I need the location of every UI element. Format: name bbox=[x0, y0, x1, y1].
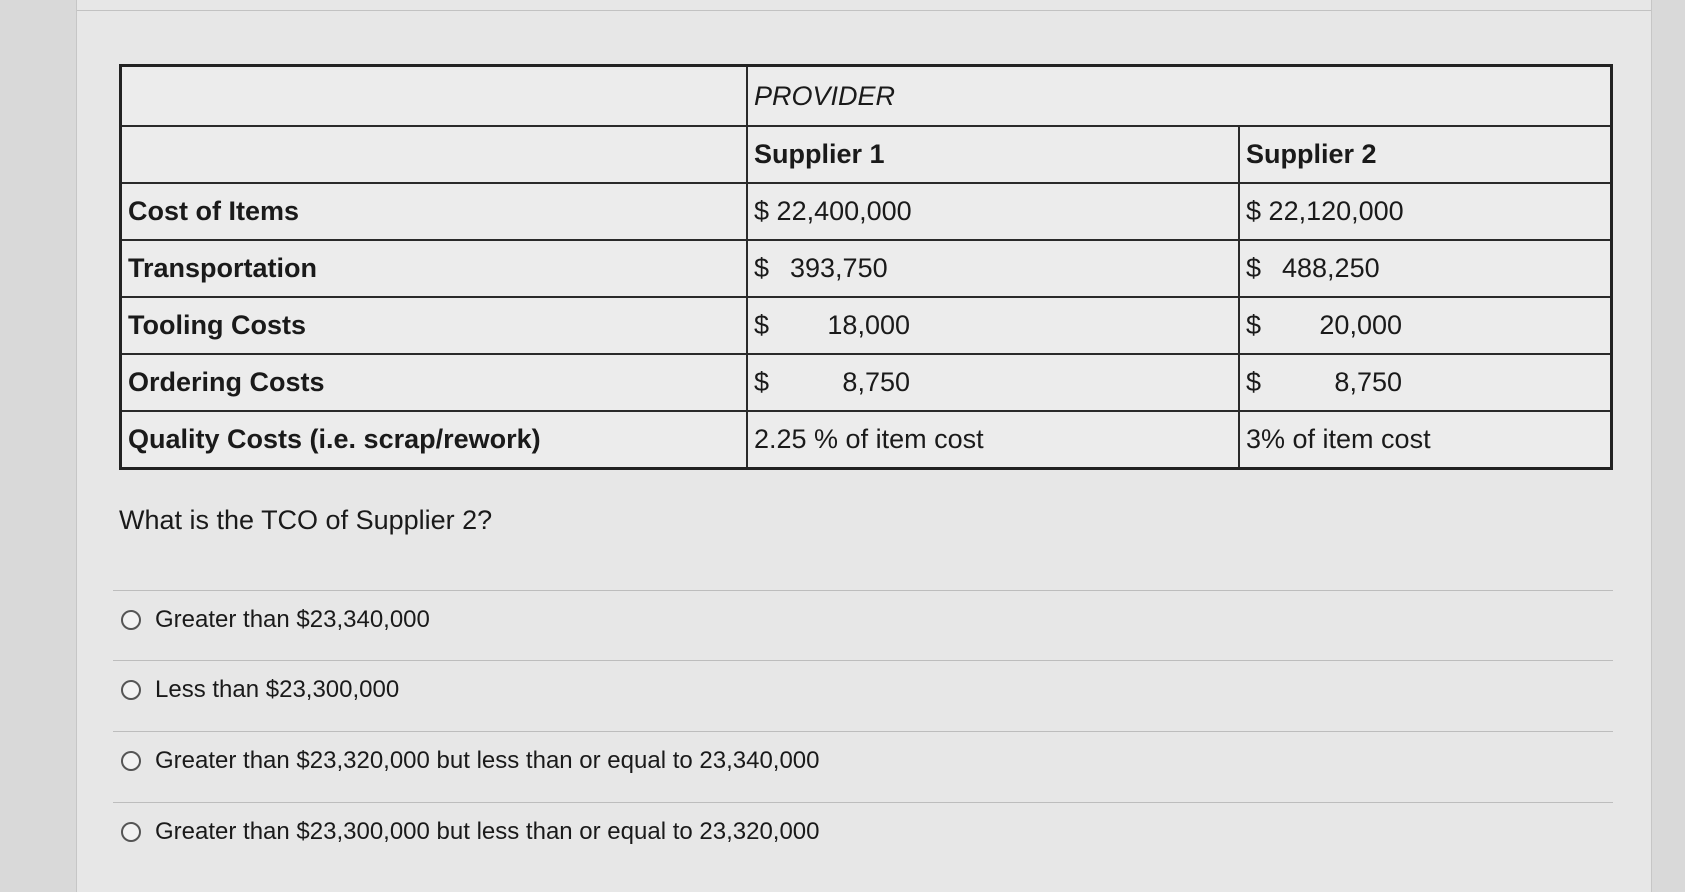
currency-symbol: $ bbox=[754, 196, 770, 226]
table-row bbox=[121, 354, 1612, 411]
supplier-2-value bbox=[1239, 354, 1612, 411]
supplier-2-value: 3% of item cost bbox=[1239, 411, 1612, 469]
option-label: Greater than $23,320,000 but less than or equal to 23,340,000 bbox=[155, 747, 820, 774]
currency-symbol: $ bbox=[754, 310, 770, 340]
radio-button[interactable] bbox=[121, 610, 141, 630]
question-page bbox=[76, 0, 1652, 892]
empty-header-cell bbox=[121, 126, 748, 183]
provider-header: PROVIDER bbox=[754, 80, 896, 111]
supplier-2-value bbox=[1239, 297, 1612, 354]
currency-symbol: $ bbox=[1246, 253, 1262, 283]
provider-header-cell bbox=[747, 66, 1612, 127]
question-text: What is the TCO of Supplier 2? bbox=[119, 505, 493, 535]
answer-option[interactable] bbox=[121, 747, 820, 775]
table-row bbox=[121, 411, 1612, 469]
currency-symbol: $ bbox=[1246, 367, 1262, 397]
amount: 488,250 bbox=[1282, 253, 1380, 283]
supplier-1-value bbox=[747, 297, 1239, 354]
top-divider bbox=[77, 10, 1651, 11]
amount: 18,000 bbox=[827, 310, 910, 340]
currency-symbol: $ bbox=[754, 367, 770, 397]
amount: 22,400,000 bbox=[776, 196, 912, 226]
row-label: Cost of Items bbox=[121, 183, 748, 240]
amount: 8,750 bbox=[1334, 367, 1402, 397]
row-label: Quality Costs (i.e. scrap/rework) bbox=[121, 411, 748, 469]
option-divider bbox=[113, 731, 1613, 732]
row-label: Ordering Costs bbox=[121, 354, 748, 411]
amount: 22,120,000 bbox=[1268, 196, 1404, 226]
supplier-2-value bbox=[1239, 183, 1612, 240]
amount: 8,750 bbox=[842, 367, 910, 397]
currency-symbol: $ bbox=[1246, 310, 1262, 340]
row-label: Tooling Costs bbox=[121, 297, 748, 354]
supplier-1-value bbox=[747, 240, 1239, 297]
option-divider bbox=[113, 802, 1613, 803]
option-label: Less than $23,300,000 bbox=[155, 676, 400, 703]
table-row bbox=[121, 126, 1612, 183]
supplier-1-value bbox=[747, 183, 1239, 240]
answer-option[interactable] bbox=[121, 606, 430, 634]
answer-option[interactable] bbox=[121, 676, 399, 704]
cost-comparison-table bbox=[119, 64, 1613, 470]
currency-symbol: $ bbox=[1246, 196, 1262, 226]
amount: 393,750 bbox=[790, 253, 888, 283]
amount: 20,000 bbox=[1319, 310, 1402, 340]
supplier-1-value bbox=[747, 354, 1239, 411]
table-row bbox=[121, 297, 1612, 354]
option-label: Greater than $23,300,000 but less than or equal to 23,320,000 bbox=[155, 818, 820, 845]
row-label: Transportation bbox=[121, 240, 748, 297]
supplier-1-header: Supplier 1 bbox=[747, 126, 1239, 183]
radio-button[interactable] bbox=[121, 751, 141, 771]
table-row bbox=[121, 240, 1612, 297]
option-label: Greater than $23,340,000 bbox=[155, 606, 430, 633]
option-divider bbox=[113, 590, 1613, 591]
table-row bbox=[121, 183, 1612, 240]
radio-button[interactable] bbox=[121, 822, 141, 842]
radio-button[interactable] bbox=[121, 680, 141, 700]
currency-symbol: $ bbox=[754, 253, 770, 283]
supplier-2-header: Supplier 2 bbox=[1239, 126, 1612, 183]
empty-header-cell bbox=[121, 66, 748, 127]
supplier-2-value bbox=[1239, 240, 1612, 297]
supplier-1-value: 2.25 % of item cost bbox=[747, 411, 1239, 469]
answer-option[interactable] bbox=[121, 818, 820, 846]
option-divider bbox=[113, 660, 1613, 661]
table-row bbox=[121, 66, 1612, 127]
